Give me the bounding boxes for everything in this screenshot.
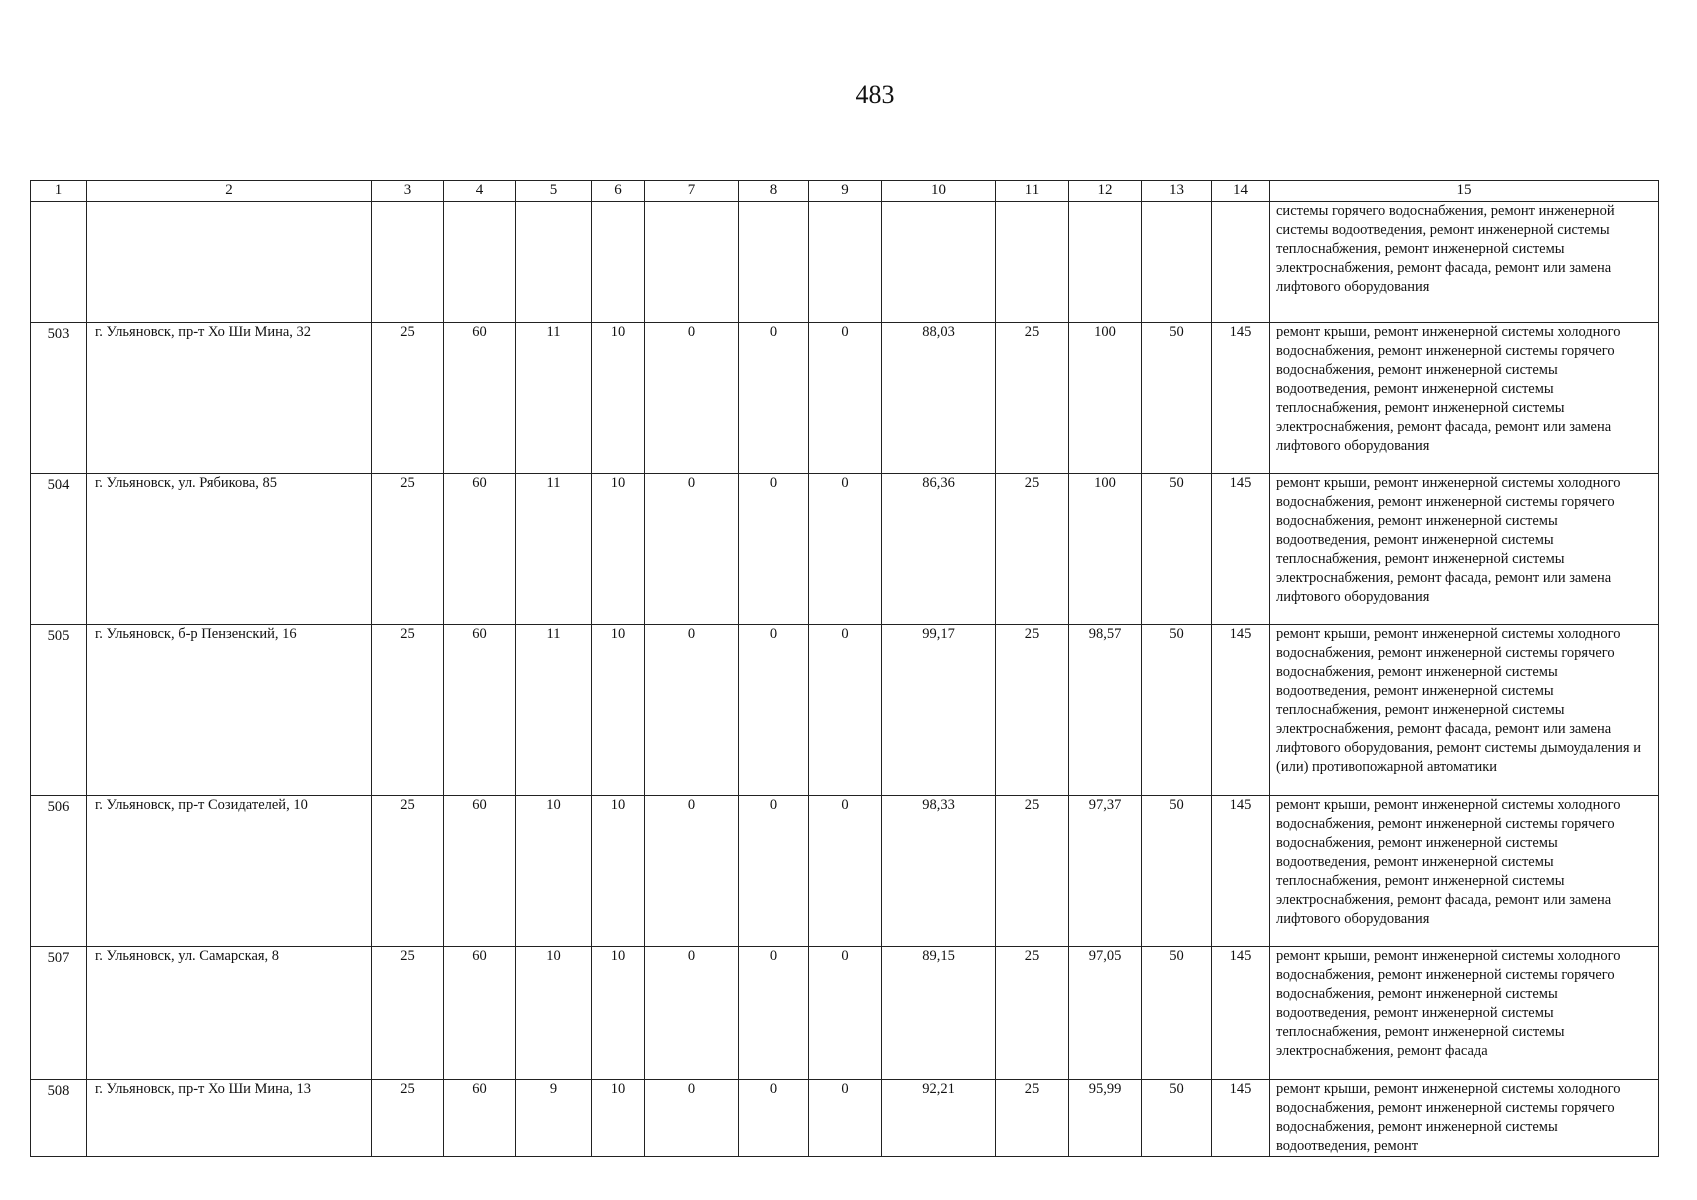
address-cell: г. Ульяновск, б-р Пензенский, 16 bbox=[87, 625, 372, 796]
table-row bbox=[31, 323, 1659, 474]
value-cell: 97,37 bbox=[1069, 796, 1142, 947]
value-cell: 0 bbox=[739, 323, 809, 474]
column-header: 9 bbox=[809, 181, 882, 202]
column-header: 7 bbox=[645, 181, 739, 202]
column-header: 11 bbox=[996, 181, 1069, 202]
value-cell: 60 bbox=[444, 474, 516, 625]
value-cell: 10 bbox=[516, 796, 592, 947]
value-cell: 99,17 bbox=[882, 625, 996, 796]
value-cell: 0 bbox=[645, 323, 739, 474]
column-number-row bbox=[31, 181, 1659, 202]
value-cell: 0 bbox=[645, 625, 739, 796]
table-cell bbox=[809, 202, 882, 323]
value-cell: 50 bbox=[1142, 1080, 1212, 1157]
value-cell: 98,57 bbox=[1069, 625, 1142, 796]
value-cell: 10 bbox=[516, 947, 592, 1080]
value-cell: 100 bbox=[1069, 323, 1142, 474]
value-cell: 0 bbox=[739, 1080, 809, 1157]
value-cell: 25 bbox=[372, 796, 444, 947]
row-index: 507 bbox=[31, 947, 87, 1080]
value-cell: 95,99 bbox=[1069, 1080, 1142, 1157]
value-cell: 25 bbox=[372, 474, 444, 625]
table-row bbox=[31, 1080, 1659, 1157]
works-list-cell: ремонт крыши, ремонт инженерной системы холодного водоснабжения, ремонт инженерной системы горячего водоснабжения, ремонт инженерной системы водоотведения, ремонт инженерной системы теплоснабжения, ремонт инженерной системы электроснабжения, ремонт фасада, ремонт или замена лифтового оборудования bbox=[1270, 796, 1659, 947]
value-cell: 145 bbox=[1212, 1080, 1270, 1157]
table-cell bbox=[31, 202, 87, 323]
value-cell: 11 bbox=[516, 625, 592, 796]
address-cell: г. Ульяновск, ул. Рябикова, 85 bbox=[87, 474, 372, 625]
value-cell: 11 bbox=[516, 474, 592, 625]
value-cell: 50 bbox=[1142, 947, 1212, 1080]
table-cell bbox=[87, 202, 372, 323]
value-cell: 10 bbox=[592, 474, 645, 625]
column-header: 15 bbox=[1270, 181, 1659, 202]
works-list-cell: системы горячего водоснабжения, ремонт инженерной системы водоотведения, ремонт инженерной системы теплоснабжения, ремонт инженерной системы электроснабжения, ремонт фасада, ремонт или замена лифтового оборудования bbox=[1270, 202, 1659, 323]
column-header: 3 bbox=[372, 181, 444, 202]
value-cell: 25 bbox=[996, 796, 1069, 947]
value-cell: 50 bbox=[1142, 796, 1212, 947]
value-cell: 25 bbox=[996, 1080, 1069, 1157]
value-cell: 145 bbox=[1212, 474, 1270, 625]
table-cell bbox=[645, 202, 739, 323]
value-cell: 89,15 bbox=[882, 947, 996, 1080]
value-cell: 0 bbox=[645, 474, 739, 625]
value-cell: 0 bbox=[809, 474, 882, 625]
column-header: 2 bbox=[87, 181, 372, 202]
row-index: 505 bbox=[31, 625, 87, 796]
value-cell: 145 bbox=[1212, 796, 1270, 947]
value-cell: 50 bbox=[1142, 323, 1212, 474]
value-cell: 0 bbox=[809, 947, 882, 1080]
row-index: 506 bbox=[31, 796, 87, 947]
value-cell: 88,03 bbox=[882, 323, 996, 474]
value-cell: 10 bbox=[592, 323, 645, 474]
value-cell: 25 bbox=[996, 625, 1069, 796]
page-number: 483 bbox=[855, 80, 895, 109]
table-row bbox=[31, 796, 1659, 947]
column-header: 8 bbox=[739, 181, 809, 202]
value-cell: 100 bbox=[1069, 474, 1142, 625]
column-header: 5 bbox=[516, 181, 592, 202]
value-cell: 25 bbox=[996, 474, 1069, 625]
value-cell: 11 bbox=[516, 323, 592, 474]
row-index: 503 bbox=[31, 323, 87, 474]
value-cell: 60 bbox=[444, 947, 516, 1080]
table-row bbox=[31, 625, 1659, 796]
repair-program-table-wrapper bbox=[30, 180, 1658, 1160]
value-cell: 25 bbox=[372, 323, 444, 474]
value-cell: 60 bbox=[444, 323, 516, 474]
value-cell: 97,05 bbox=[1069, 947, 1142, 1080]
works-list-cell: ремонт крыши, ремонт инженерной системы холодного водоснабжения, ремонт инженерной системы горячего водоснабжения, ремонт инженерной системы водоотведения, ремонт инженерной системы теплоснабжения, ремонт инженерной системы электроснабжения, ремонт фасада, ремонт или замена лифтового оборудования bbox=[1270, 474, 1659, 625]
table-row bbox=[31, 947, 1659, 1080]
value-cell: 0 bbox=[809, 796, 882, 947]
table-cell bbox=[1142, 202, 1212, 323]
value-cell: 25 bbox=[372, 1080, 444, 1157]
table-cell bbox=[882, 202, 996, 323]
value-cell: 0 bbox=[809, 625, 882, 796]
value-cell: 60 bbox=[444, 625, 516, 796]
value-cell: 145 bbox=[1212, 323, 1270, 474]
value-cell: 25 bbox=[996, 323, 1069, 474]
value-cell: 145 bbox=[1212, 947, 1270, 1080]
value-cell: 60 bbox=[444, 796, 516, 947]
address-cell: г. Ульяновск, пр-т Созидателей, 10 bbox=[87, 796, 372, 947]
column-header: 13 bbox=[1142, 181, 1212, 202]
row-index: 504 bbox=[31, 474, 87, 625]
table-cell bbox=[996, 202, 1069, 323]
table-cell bbox=[1212, 202, 1270, 323]
value-cell: 10 bbox=[592, 947, 645, 1080]
continuation-row bbox=[31, 202, 1659, 323]
value-cell: 10 bbox=[592, 1080, 645, 1157]
value-cell: 0 bbox=[645, 947, 739, 1080]
value-cell: 86,36 bbox=[882, 474, 996, 625]
table-cell bbox=[1069, 202, 1142, 323]
value-cell: 50 bbox=[1142, 474, 1212, 625]
value-cell: 0 bbox=[645, 796, 739, 947]
table-cell bbox=[739, 202, 809, 323]
value-cell: 145 bbox=[1212, 625, 1270, 796]
value-cell: 25 bbox=[372, 947, 444, 1080]
address-cell: г. Ульяновск, пр-т Хо Ши Мина, 32 bbox=[87, 323, 372, 474]
value-cell: 25 bbox=[372, 625, 444, 796]
column-header: 1 bbox=[31, 181, 87, 202]
works-list-cell: ремонт крыши, ремонт инженерной системы холодного водоснабжения, ремонт инженерной системы горячего водоснабжения, ремонт инженерной системы водоотведения, ремонт bbox=[1270, 1080, 1659, 1157]
column-header: 14 bbox=[1212, 181, 1270, 202]
value-cell: 0 bbox=[645, 1080, 739, 1157]
table-cell bbox=[372, 202, 444, 323]
value-cell: 10 bbox=[592, 625, 645, 796]
value-cell: 0 bbox=[739, 796, 809, 947]
value-cell: 0 bbox=[739, 625, 809, 796]
address-cell: г. Ульяновск, ул. Самарская, 8 bbox=[87, 947, 372, 1080]
table-cell bbox=[516, 202, 592, 323]
works-list-cell: ремонт крыши, ремонт инженерной системы холодного водоснабжения, ремонт инженерной системы горячего водоснабжения, ремонт инженерной системы водоотведения, ремонт инженерной системы теплоснабжения, ремонт инженерной системы электроснабжения, ремонт фасада, ремонт или замена лифтового оборудования, ремонт системы дымоудаления и (или) противопожарной автоматики bbox=[1270, 625, 1659, 796]
table-cell bbox=[592, 202, 645, 323]
table-cell bbox=[444, 202, 516, 323]
value-cell: 98,33 bbox=[882, 796, 996, 947]
value-cell: 25 bbox=[996, 947, 1069, 1080]
works-list-cell: ремонт крыши, ремонт инженерной системы холодного водоснабжения, ремонт инженерной системы горячего водоснабжения, ремонт инженерной системы водоотведения, ремонт инженерной системы теплоснабжения, ремонт инженерной системы электроснабжения, ремонт фасада, ремонт или замена лифтового оборудования bbox=[1270, 323, 1659, 474]
table-row bbox=[31, 474, 1659, 625]
column-header: 10 bbox=[882, 181, 996, 202]
value-cell: 9 bbox=[516, 1080, 592, 1157]
column-header: 4 bbox=[444, 181, 516, 202]
address-cell: г. Ульяновск, пр-т Хо Ши Мина, 13 bbox=[87, 1080, 372, 1157]
value-cell: 0 bbox=[739, 474, 809, 625]
value-cell: 60 bbox=[444, 1080, 516, 1157]
column-header: 6 bbox=[592, 181, 645, 202]
value-cell: 0 bbox=[739, 947, 809, 1080]
value-cell: 92,21 bbox=[882, 1080, 996, 1157]
value-cell: 50 bbox=[1142, 625, 1212, 796]
value-cell: 0 bbox=[809, 1080, 882, 1157]
works-list-cell: ремонт крыши, ремонт инженерной системы холодного водоснабжения, ремонт инженерной системы горячего водоснабжения, ремонт инженерной системы водоотведения, ремонт инженерной системы теплоснабжения, ремонт инженерной системы электроснабжения, ремонт фасада bbox=[1270, 947, 1659, 1080]
value-cell: 10 bbox=[592, 796, 645, 947]
row-index: 508 bbox=[31, 1080, 87, 1157]
column-header: 12 bbox=[1069, 181, 1142, 202]
value-cell: 0 bbox=[809, 323, 882, 474]
repair-program-table bbox=[30, 180, 1659, 1157]
